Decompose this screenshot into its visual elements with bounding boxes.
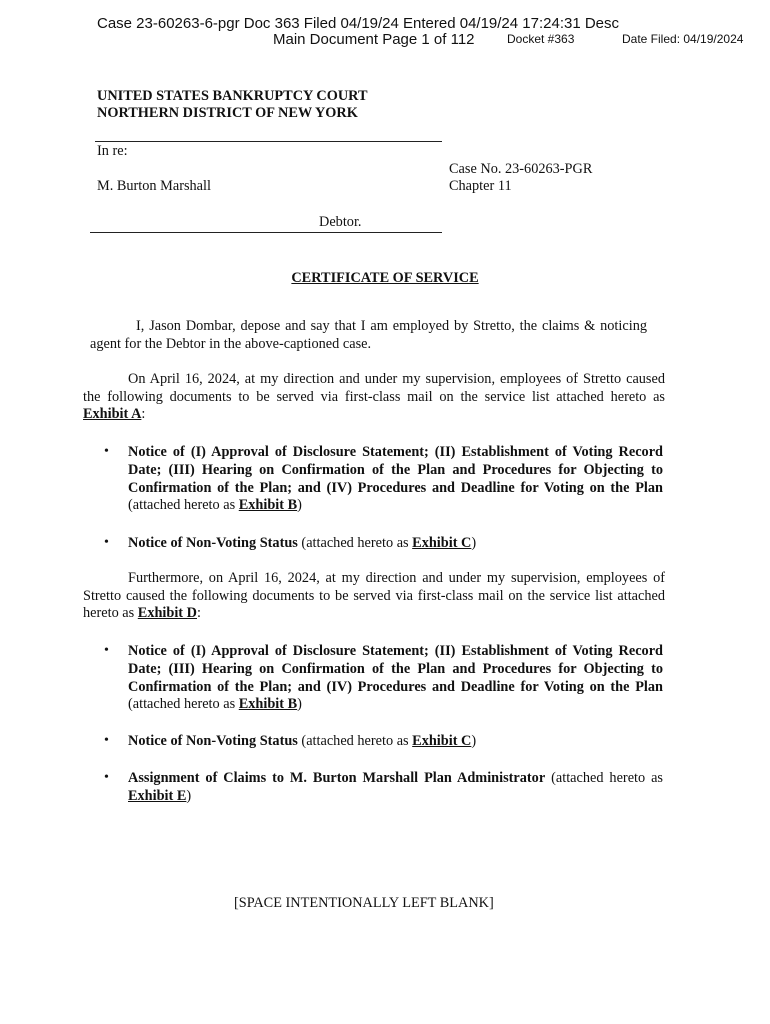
list2-item-2-post: ) bbox=[471, 733, 477, 749]
list2-item-3-title: Assignment of Claims to M. Burton Marshall Plan Administrator bbox=[128, 770, 546, 786]
declaration-paragraph bbox=[90, 318, 647, 353]
list1-item-2-exhibit: Exhibit C bbox=[412, 535, 472, 551]
list2-item-3-exhibit: Exhibit E bbox=[128, 787, 187, 804]
list1-bullet-1: • bbox=[104, 444, 109, 459]
list1-item-1-pre: (attached hereto as bbox=[128, 497, 239, 514]
exhibit-d-link: Exhibit D bbox=[137, 605, 197, 622]
space-left-blank-notice: [SPACE INTENTIONALLY LEFT BLANK] bbox=[234, 895, 494, 911]
list2-item-1-exhibit: Exhibit B bbox=[238, 696, 298, 713]
court-line-1: UNITED STATES BANKRUPTCY COURT bbox=[97, 88, 368, 104]
list1-item-2-post: ) bbox=[471, 535, 477, 551]
list2-item-2-title: Notice of Non-Voting Status bbox=[128, 733, 298, 749]
list2-bullet-1: • bbox=[104, 643, 109, 658]
filing-stamp-line1: Case 23-60263-6-pgr Doc 363 Filed 04/19/24 Entered 04/19/24 17:24:31 Desc bbox=[97, 15, 620, 32]
list2-bullet-2: • bbox=[104, 733, 109, 748]
list1-item-1-post: ) bbox=[297, 497, 302, 514]
declaration-text: I, Jason Dombar, depose and say that I am employed by Stretto, the claims & noticing agent for the Debtor in the above-captioned case. bbox=[90, 318, 647, 352]
service-paragraph-1-text: On April 16, 2024, at my direction and under my supervision, employees of Stretto caused the following documents to be served via first-class mail on the service list attached hereto as bbox=[83, 371, 665, 405]
service-paragraph-1-end: : bbox=[141, 406, 146, 423]
service-paragraph-1 bbox=[83, 371, 665, 424]
debtor-label: Debtor. bbox=[319, 214, 362, 230]
list1-bullet-2: • bbox=[104, 535, 109, 550]
list2-item-2-pre: (attached hereto as bbox=[297, 733, 413, 749]
document-title bbox=[0, 270, 770, 287]
chapter: Chapter 11 bbox=[449, 178, 512, 194]
court-line-2: NORTHERN DISTRICT OF NEW YORK bbox=[97, 105, 358, 121]
list2-item-1-title: Notice of (I) Approval of Disclosure Statement; (II) Establishment of Voting Record Date; (III) Hearing on Confirmation of the Plan and Procedures for Objecting to Confirmation of the Plan; and (IV) Procedures and Deadline for Voting on the Plan bbox=[128, 643, 663, 695]
list2-item-1-post: ) bbox=[297, 696, 302, 713]
caption-rule-top bbox=[95, 141, 442, 142]
filing-stamp-line2: Main Document Page 1 of 112 bbox=[273, 31, 475, 48]
list1-item-1-exhibit: Exhibit B bbox=[238, 497, 298, 514]
list1-item-2 bbox=[128, 535, 663, 553]
document-title-text: CERTIFICATE OF SERVICE bbox=[291, 270, 479, 286]
list1-item-1 bbox=[128, 444, 663, 515]
list2-item-3-pre: (attached hereto as bbox=[545, 770, 663, 786]
list2-item-1 bbox=[128, 643, 663, 714]
case-number: Case No. 23-60263-PGR bbox=[449, 161, 593, 177]
exhibit-a-link: Exhibit A bbox=[83, 406, 142, 423]
service-paragraph-2-text: Furthermore, on April 16, 2024, at my direction and under my supervision, employees of Stretto caused the following documents to be served via first-class mail on the service list attached hereto as bbox=[83, 570, 665, 622]
list1-item-2-title: Notice of Non-Voting Status bbox=[128, 535, 298, 551]
date-filed: Date Filed: 04/19/2024 bbox=[622, 32, 744, 46]
service-paragraph-2-end: : bbox=[196, 605, 201, 622]
list2-item-2-exhibit: Exhibit C bbox=[412, 733, 472, 749]
service-paragraph-2 bbox=[83, 570, 665, 623]
list1-item-1-title: Notice of (I) Approval of Disclosure Statement; (II) Establishment of Voting Record Date; (III) Hearing on Confirmation of the Plan and Procedures for Objecting to Confirmation of the Plan; and (IV) Procedures and Deadline for Voting on the Plan bbox=[128, 444, 663, 496]
caption-rule-bottom bbox=[90, 232, 442, 233]
list2-bullet-3: • bbox=[104, 770, 109, 785]
debtor-name: M. Burton Marshall bbox=[97, 178, 211, 194]
list1-item-2-pre: (attached hereto as bbox=[297, 535, 413, 551]
docket-number: Docket #363 bbox=[507, 32, 575, 46]
list2-item-3-post: ) bbox=[186, 787, 192, 804]
list2-item-2 bbox=[128, 733, 663, 751]
list2-item-3 bbox=[128, 770, 663, 806]
in-re-label: In re: bbox=[97, 143, 128, 159]
list2-item-1-pre: (attached hereto as bbox=[128, 696, 239, 713]
court-name bbox=[97, 88, 368, 122]
